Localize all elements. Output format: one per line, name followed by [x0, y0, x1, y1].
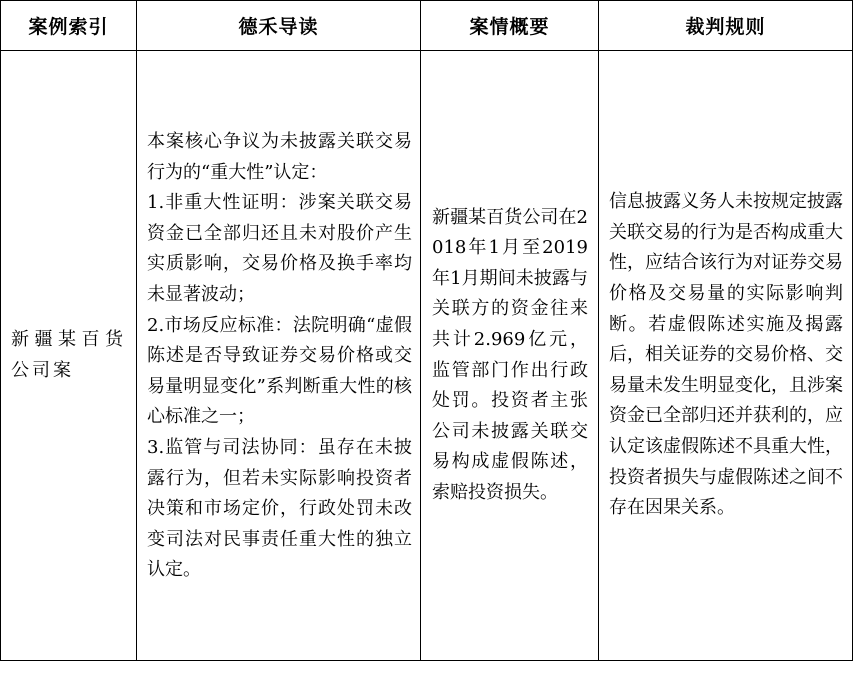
summary-cell: 新疆某百货公司在2018年1月至2019年1月期间未披露与关联方的资金往来共计2.969亿元，监管部门作出行政处罚。投资者主张公司未披露关联交易构成虚假陈述，索赔投资损失。 [421, 51, 599, 661]
table-header-row [1, 1, 853, 51]
header-guide: 德禾导读 [137, 1, 421, 51]
guide-point-2: 2.市场反应标准：法院明确“虚假陈述是否导致证券交易价格或交易量明显变化”系判断重大性的核心标准之一； [147, 314, 412, 428]
header-case-index: 案例索引 [1, 1, 137, 51]
guide-intro: 本案核心争议为未披露关联交易行为的“重大性”认定： [147, 131, 412, 183]
rule-cell: 信息披露义务人未按规定披露关联交易的行为是否构成重大性，应结合该行为对证券交易价格及交易量的实际影响判断。若虚假陈述实施及揭露后，相关证券的交易价格、交易量未发生明显变化，且涉案资金已全部归还并获利的，应认定该虚假陈述不具重大性，投资者损失与虚假陈述之间不存在因果关系。 [599, 51, 853, 661]
table-row [1, 51, 853, 661]
guide-point-3: 3.监管与司法协同：虽存在未披露行为，但若未实际影响投资者决策和市场定价，行政处罚未改变司法对民事责任重大性的独立认定。 [147, 436, 412, 581]
guide-point-1: 1.非重大性证明：涉案关联交易资金已全部归还且未对股价产生实质影响，交易价格及换手率均未显著波动； [147, 192, 412, 306]
guide-cell [137, 51, 421, 661]
case-index-cell: 新疆某百货公司案 [1, 51, 137, 661]
header-rule: 裁判规则 [599, 1, 853, 51]
header-summary: 案情概要 [421, 1, 599, 51]
